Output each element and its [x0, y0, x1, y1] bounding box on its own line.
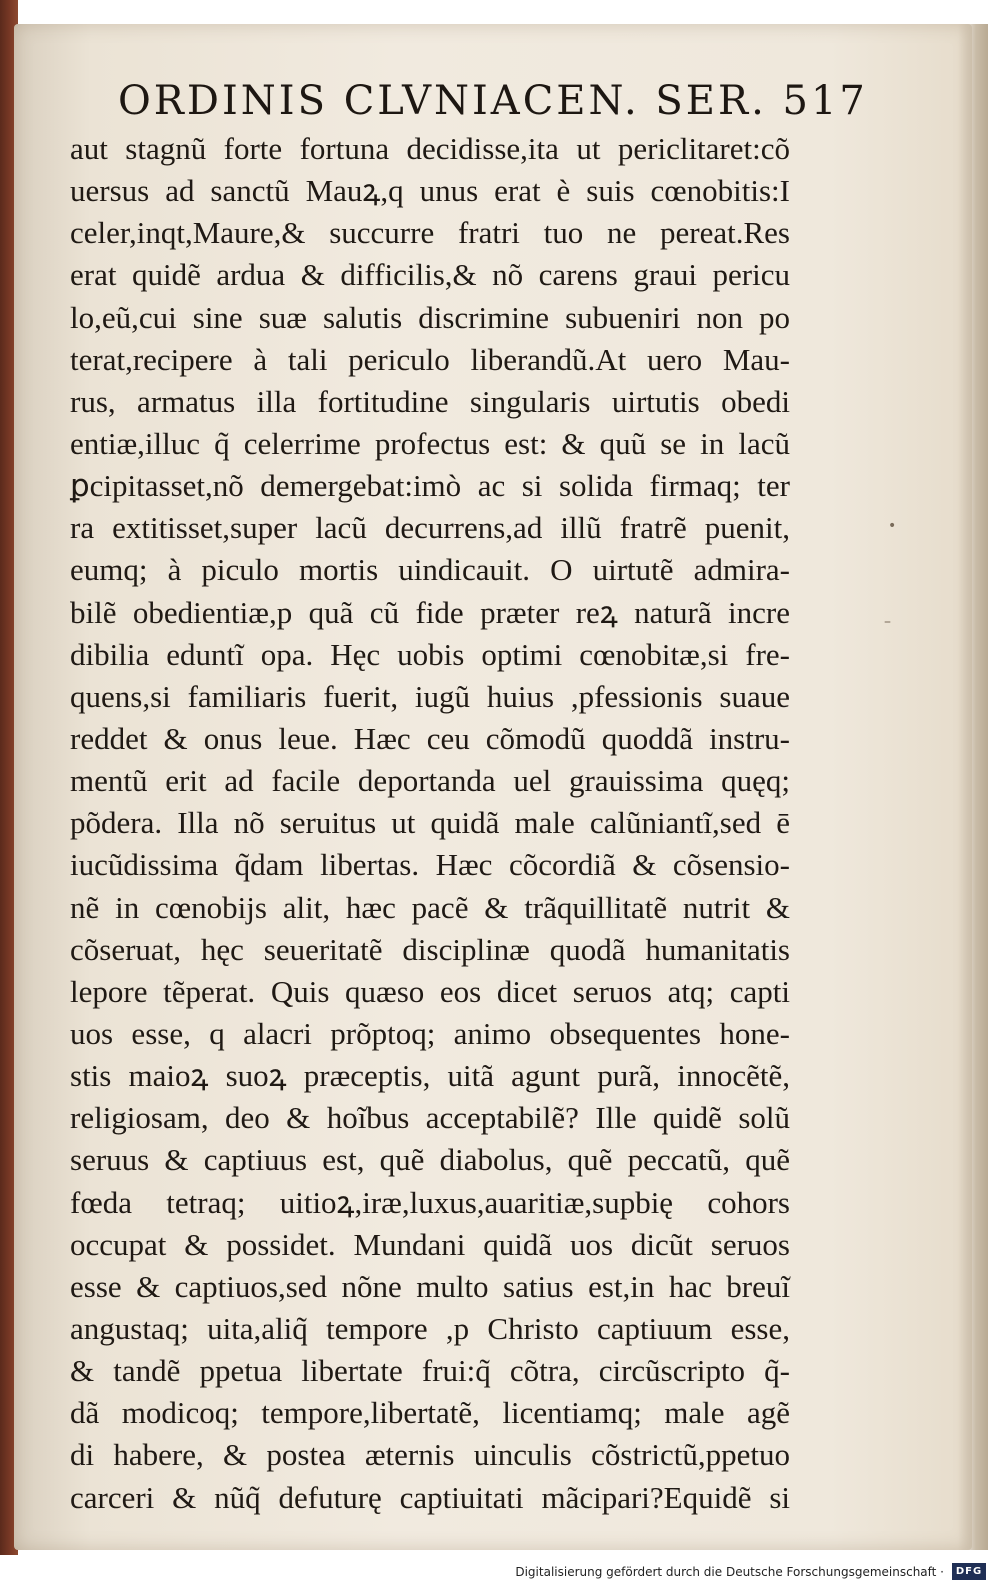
text-line: lepore tẽperat. Quis quæso eos dicet seruos atq; capti	[70, 973, 790, 1009]
text-line: ra extitisset,super lacũ decurrens,ad illũ fratrẽ puenit,	[70, 510, 790, 546]
digitization-credit: Digitalisierung gefördert durch die Deutsche Forschungsgemeinschaft ·	[515, 1565, 944, 1579]
text-line: esse & captiuos,sed nõne multo satius est,in hac breuĩ	[70, 1268, 790, 1304]
text-line: dã modicoq; tempore,libertatẽ, licentiamq; male agẽ	[70, 1395, 790, 1431]
text-line: religiosam, deo & hoĩbus acceptabilẽ? Ille quidẽ solũ	[70, 1100, 790, 1136]
text-line: stis maioꝝ suoꝝ præceptis, uitã agunt purã, innocẽtẽ,	[70, 1058, 790, 1094]
text-line: uos esse, q alacri prõptoq; animo obsequentes hone-	[70, 1015, 790, 1051]
text-line: & tandẽ ppetua libertate frui:q̃ cõtra, circũscripto q̃-	[70, 1353, 790, 1389]
running-head: ORDINIS CLVNIACEN. SER. 517	[118, 78, 868, 124]
text-line: aut stagnũ forte fortuna decidisse,ita ut periclitaret:cõ	[70, 131, 790, 166]
text-line: lo,eũ,cui sine suæ salutis discrimine subueniri non po	[70, 299, 790, 335]
text-line: reddet & onus leue. Hæc ceu cõmodũ quoddã instru-	[70, 720, 790, 756]
text-line: bilẽ obedientiæ,p quã cũ fide præter reꝝ naturã incre	[70, 594, 790, 630]
margin-mark-dash: –	[884, 614, 891, 630]
text-line: uersus ad sanctũ Mauꝝ,q unus erat è suis cœnobitis:I	[70, 173, 790, 209]
text-line: entiæ,illuc q̃ celerrime profectus est: & quũ se in lacũ	[70, 425, 790, 461]
text-line: erat quidẽ ardua & difficilis,& nõ carens graui pericu	[70, 257, 790, 293]
page-shadow-edge	[958, 24, 988, 1550]
text-line: angustaq; uita,aliq̃ tempore ,p Christo captiuum esse,	[70, 1310, 790, 1346]
margin-mark-dot: •	[888, 518, 897, 534]
text-line: iucũdissima q̃dam libertas. Hæc cõcordiã & cõsensio-	[70, 847, 790, 883]
text-line: di habere, & postea æternis uinculis cõstrictũ,ppetuo	[70, 1437, 790, 1473]
text-line: cõseruat, hęc seueritatẽ disciplinæ quodã humanitatis	[70, 931, 790, 967]
text-line: põdera. Illa nõ seruitus ut quidã male calũniantĩ,sed ē	[70, 805, 790, 841]
text-line: carceri & nũq̃ defuturę captiuitati mãcipari?Equidẽ si	[70, 1479, 790, 1515]
text-line: quens,si familiaris fuerit, iugũ huius ,pfessionis suaue	[70, 678, 790, 714]
text-line: occupat & possidet. Mundani quidã uos dicũt seruos	[70, 1226, 790, 1262]
text-line: terat,recipere à tali periculo liberandũ.At uero Mau-	[70, 341, 790, 377]
text-line: mentũ erit ad facile deportanda uel grauissima quęq;	[70, 763, 790, 799]
text-line: fœda tetraq; uitioꝝ,iræ,luxus,auaritiæ,supbię cohors	[70, 1184, 790, 1220]
text-line: rus, armatus illa fortitudine singularis uirtutis obedi	[70, 383, 790, 419]
text-line: dibilia eduntĩ opa. Hęc uobis optimi cœnobitæ,si fre-	[70, 636, 790, 672]
text-line: eumq; à piculo mortis uindicauit. O uirtutẽ admira-	[70, 552, 790, 588]
body-text-block	[70, 128, 790, 1519]
text-line: nẽ in cœnobijs alit, hæc pacẽ & trãquillitatẽ nutrit &	[70, 889, 790, 925]
text-line: celer,inqt,Maure,& succurre fratri tuo ne pereat.Res	[70, 215, 790, 251]
text-line: seruus & captiuus est, quẽ diabolus, quẽ peccatũ, quẽ	[70, 1142, 790, 1178]
dfg-logo: DFG	[952, 1563, 986, 1580]
text-line: ꝑcipitasset,nõ demergebat:imò ac si solida firmaq; ter	[70, 468, 790, 504]
footer-bar	[0, 1555, 1000, 1593]
